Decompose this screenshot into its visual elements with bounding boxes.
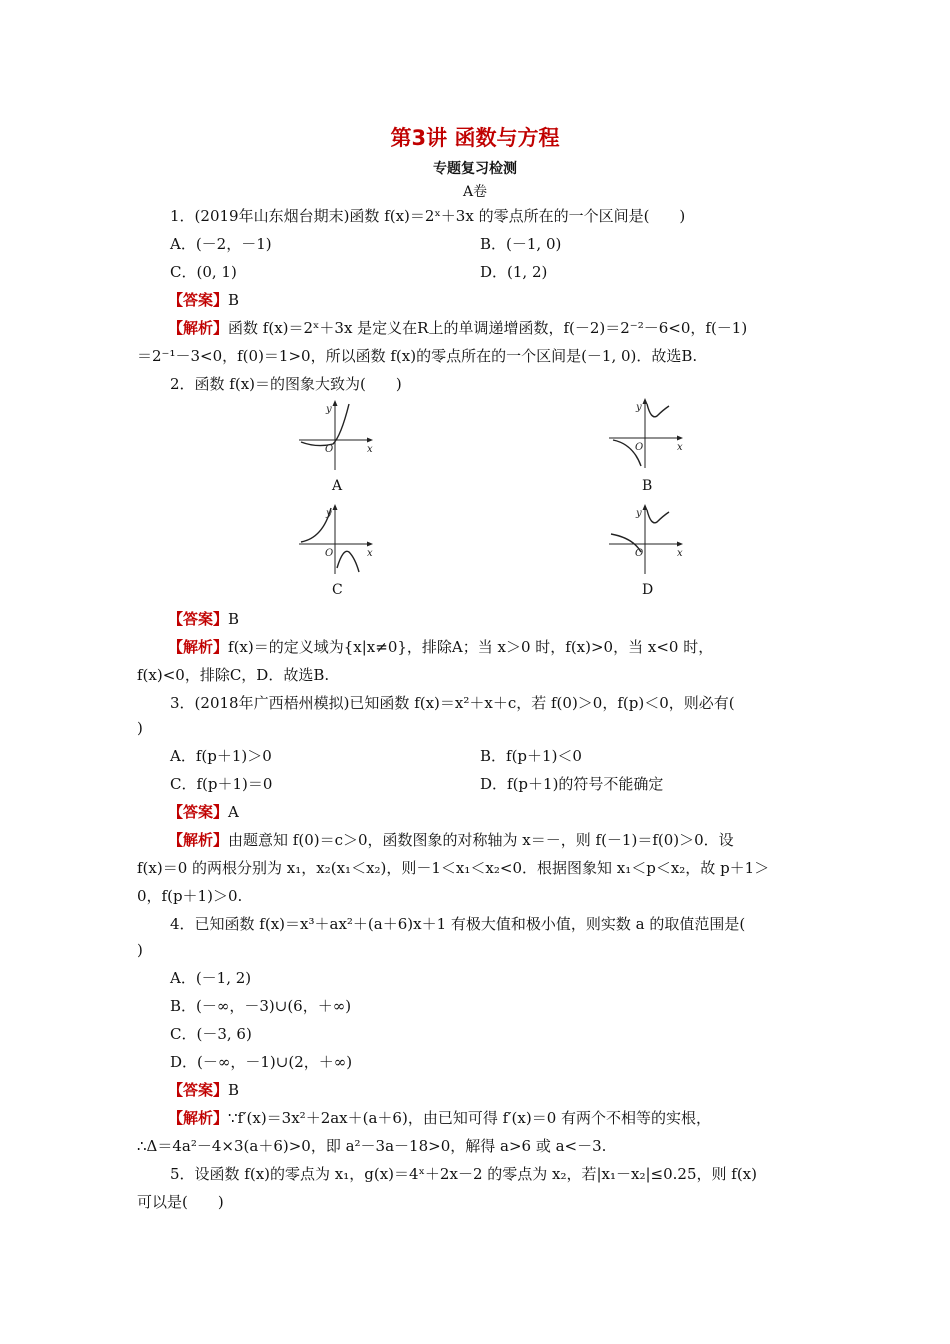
- y-label: y: [326, 508, 332, 519]
- q3-analysis-line1: 【解析】由题意知 f(0)＝c＞0，函数图象的对称轴为 x＝－，则 f(－1)＝f(0)＞0．设: [168, 831, 734, 849]
- q3-option-c: C．f(p＋1)＝0: [170, 775, 273, 793]
- q3-answer: [168, 802, 239, 822]
- q1-option-d: D．(1, 2): [480, 263, 548, 281]
- page-subtitle: 专题复习检测: [433, 161, 517, 177]
- page-title: 第3讲 函数与方程: [390, 126, 560, 150]
- section-label: A卷: [462, 184, 488, 200]
- analysis-tag: 【解析】: [168, 319, 229, 337]
- x-label: x: [677, 548, 683, 559]
- analysis-tag: 【解析】: [168, 638, 229, 656]
- q1-analysis-line2: ＝2⁻¹－3<0，f(0)＝1>0，所以函数 f(x)的零点所在的一个区间是(－1, 0)．故选B.: [137, 347, 698, 365]
- q4-answer: [168, 1080, 239, 1100]
- q2-analysis-line1: 【解析】f(x)＝的定义域为{x|x≠0}，排除A；当 x＞0 时，f(x)>0，当 x<0 时，: [168, 638, 714, 656]
- graph-b-label: B: [642, 478, 653, 494]
- analysis-tag: 【解析】: [168, 831, 229, 849]
- origin-label: O: [325, 548, 334, 559]
- origin-label: O: [325, 444, 334, 455]
- answer-tag: 【答案】: [168, 291, 229, 309]
- y-label: y: [636, 508, 642, 519]
- curve-right: [647, 510, 669, 523]
- q4-option-b: B．(－∞，－3)∪(6，＋∞): [170, 997, 352, 1015]
- q4-answer-value: B: [228, 1081, 240, 1099]
- q3-option-d: D．f(p＋1)的符号不能确定: [480, 775, 664, 793]
- q2-stem: 2．函数 f(x)＝的图象大致为( ): [170, 375, 402, 393]
- q4-option-a: A．(－1, 2): [170, 969, 252, 987]
- q4-stem-line2: ): [137, 941, 143, 959]
- graph-a-label: A: [332, 478, 343, 494]
- q4-option-c: C．(－3, 6): [170, 1025, 252, 1043]
- q2-answer-value: B: [228, 610, 240, 628]
- q2-analysis-line2: f(x)<0，排除C，D．故选B.: [137, 666, 330, 684]
- graph-c: [297, 502, 377, 578]
- origin-label: O: [635, 442, 644, 453]
- curve-right: [337, 551, 359, 572]
- q1-option-b: B．(－1, 0): [480, 235, 562, 253]
- q1-answer-value: B: [228, 291, 240, 309]
- graph-b: [607, 396, 687, 472]
- graph-d-label: D: [642, 582, 654, 598]
- q4-analysis-line1: 【解析】∵f′(x)＝3x²＋2ax＋(a＋6)，由已知可得 f′(x)＝0 有两个不相等的实根，: [168, 1109, 712, 1127]
- graph-d: [607, 502, 687, 578]
- q3-analysis-line3: 0，f(p＋1)＞0.: [137, 887, 243, 905]
- x-label: x: [677, 442, 683, 453]
- q2-answer: [168, 609, 239, 629]
- q3-analysis-line2: f(x)＝0 的两根分别为 x₁，x₂(x₁＜x₂)，则－1＜x₁＜x₂<0．根据图象知 x₁＜p＜x₂，故 p＋1＞: [137, 859, 770, 877]
- q3-option-b: B．f(p＋1)＜0: [480, 747, 582, 765]
- y-label: y: [636, 402, 642, 413]
- curve-right: [647, 404, 669, 417]
- q1-stem: 1．(2019年山东烟台期末)函数 f(x)＝2ˣ＋3x 的零点所在的一个区间是( ): [170, 207, 686, 225]
- q1-option-c: C．(0, 1): [170, 263, 237, 281]
- q1-answer: [168, 290, 239, 310]
- q3-stem-line1: 3．(2018年广西梧州模拟)已知函数 f(x)＝x²＋x＋c，若 f(0)＞0，f(p)＜0，则必有(: [170, 694, 735, 712]
- answer-tag: 【答案】: [168, 803, 229, 821]
- q4-option-d: D．(－∞，－1)∪(2，＋∞): [170, 1053, 353, 1071]
- q3-option-a: A．f(p＋1)＞0: [170, 747, 272, 765]
- origin-label: O: [635, 548, 644, 559]
- q4-stem-line1: 4．已知函数 f(x)＝x³＋ax²＋(a＋6)x＋1 有极大值和极小值，则实数 a 的取值范围是(: [170, 915, 746, 933]
- curve: [301, 404, 349, 446]
- q3-stem-line2: ): [137, 719, 143, 737]
- q3-answer-value: A: [228, 803, 239, 821]
- q1-option-a: A．(－2，－1): [170, 235, 272, 253]
- q1-analysis-line1: 【解析】函数 f(x)＝2ˣ＋3x 是定义在R上的单调递增函数，f(－2)＝2⁻²－6<0，f(－1): [168, 319, 748, 337]
- x-label: x: [367, 548, 373, 559]
- y-label: y: [326, 404, 332, 415]
- q5-stem-line1: 5．设函数 f(x)的零点为 x₁，g(x)＝4ˣ＋2x－2 的零点为 x₂，若|x₁－x₂|≤0.25，则 f(x): [170, 1165, 757, 1183]
- analysis-tag: 【解析】: [168, 1109, 229, 1127]
- graph-a: [297, 398, 377, 474]
- graph-c-label: C: [332, 582, 343, 598]
- x-label: x: [367, 444, 373, 455]
- q4-analysis-line2: ∴Δ＝4a²－4×3(a＋6)>0，即 a²－3a－18>0，解得 a>6 或 a<－3.: [137, 1137, 607, 1155]
- answer-tag: 【答案】: [168, 610, 229, 628]
- q5-stem-line2: 可以是( ): [137, 1193, 224, 1211]
- answer-tag: 【答案】: [168, 1081, 229, 1099]
